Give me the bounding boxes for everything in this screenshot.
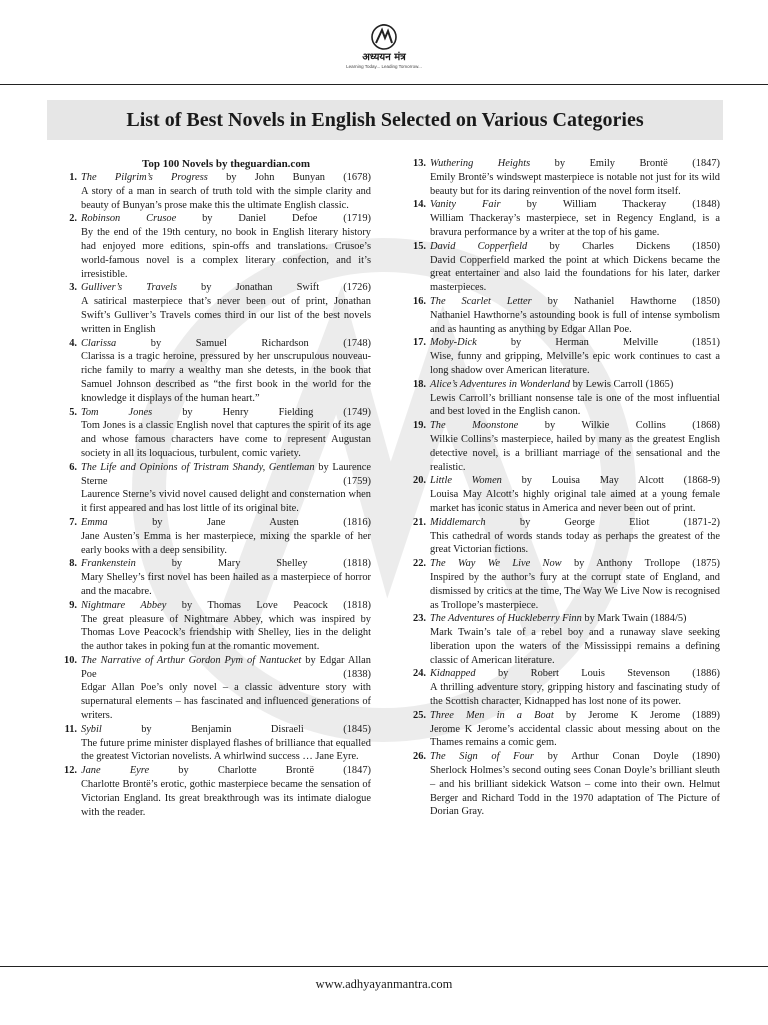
- novel-title: Kidnapped: [430, 668, 476, 680]
- entry-heading: [81, 212, 371, 226]
- novel-description: Mary Shelley’s first novel has been hailed as a masterpiece of horror and the macabre.: [81, 572, 371, 597]
- entry-heading: [430, 750, 720, 764]
- novel-description: A thrilling adventure story, gripping history and fascinating study of the Scottish character, Kidnapped has lost none of its power.: [430, 682, 720, 708]
- website-url: www.adhyayanmantra.com: [315, 977, 453, 991]
- right-column: [406, 157, 720, 819]
- novel-entry: [406, 750, 720, 819]
- novel-title: The Narrative of Arthur Gordon Pym of Nantucket: [81, 654, 302, 666]
- novel-author: by Jerome K Jerome (1889): [565, 709, 720, 721]
- entry-heading: [430, 474, 720, 488]
- novel-author: by George Eliot (1871-2): [519, 516, 720, 528]
- novel-title: Clarissa: [81, 337, 117, 349]
- novel-entry: [57, 723, 371, 764]
- entry-heading: [81, 723, 371, 737]
- entry-number: 25.: [413, 709, 426, 721]
- entry-number: 8.: [69, 558, 77, 570]
- entry-number: 6.: [69, 461, 77, 473]
- novel-author: by Louisa May Alcott (1868-9): [521, 475, 720, 487]
- novel-title: Vanity Fair: [430, 199, 501, 211]
- novel-author: by Nathaniel Hawthorne (1850): [547, 295, 720, 307]
- novel-entry: [57, 557, 371, 598]
- entry-heading: [81, 461, 371, 489]
- novel-author: by Mary Shelley (1818): [171, 558, 371, 570]
- novel-title: Robinson Crusoe: [81, 213, 177, 225]
- novel-author: by Henry Fielding (1749): [182, 406, 371, 418]
- novel-author: by Charles Dickens (1850): [549, 240, 720, 252]
- entry-number: 18.: [413, 378, 426, 390]
- novel-author: by Thomas Love Peacock (1818): [181, 599, 371, 611]
- page-header: [0, 0, 768, 85]
- novel-entry: [406, 709, 720, 750]
- page-title: List of Best Novels in English Selected on Various Categories: [126, 108, 644, 131]
- entry-heading: [430, 198, 720, 212]
- novel-description: Nathaniel Hawthorne’s astounding book is full of intense symbolism and as haunting as anything by Edgar Allan Poe.: [430, 309, 720, 335]
- novel-description: Tom Jones is a classic English novel that captures the spirit of its age and whose famous characters have come to represent Augustan society in all its loquacious, turbulent, comic variety.: [81, 420, 371, 459]
- novel-entry: [406, 667, 720, 708]
- left-column: [57, 157, 371, 819]
- novel-title: Moby-Dick: [430, 337, 477, 349]
- novel-entry: [406, 474, 720, 515]
- novel-description: Sherlock Holmes’s second outing sees Conan Doyle’s brilliant sleuth – and his brilliant sidekick Watson – come into their own. Helmut Berger and Richard Todd in the 1970 adaptation of The Picture of Dorian Gray.: [430, 765, 720, 818]
- novel-title: Wuthering Heights: [430, 158, 531, 169]
- entry-heading: [81, 281, 371, 295]
- novel-author: by Arthur Conan Doyle (1890): [547, 751, 720, 763]
- logo-name: अध्ययन मंत्र: [362, 52, 406, 63]
- entry-number: 20.: [413, 475, 426, 487]
- novel-author: by Samuel Richardson (1748): [150, 337, 371, 349]
- entry-heading: [430, 419, 720, 433]
- novel-description: Louisa May Alcott’s highly original tale aimed at a young female market has iconic status in America and never been out of print.: [430, 489, 720, 514]
- novel-author: by Emily Brontë (1847): [554, 158, 720, 169]
- novel-author: by William Thackeray (1848): [526, 199, 720, 211]
- novel-description: The great pleasure of Nightmare Abbey, which was inspired by Thomas Love Peacock’s friendship with Shelley, lies in the delight the author takes in poking fun at the romantic movement.: [81, 613, 371, 653]
- novel-author: by Charlotte Brontë (1847): [178, 765, 371, 777]
- novel-entry: [406, 157, 720, 198]
- entry-heading: [81, 516, 371, 530]
- novel-title: Little Women: [430, 475, 502, 487]
- entry-heading: [430, 378, 720, 392]
- entry-number: 2.: [69, 213, 77, 225]
- novel-title: The Adventures of Huckleberry Finn: [430, 613, 582, 625]
- novel-title: The Way We Live Now: [430, 558, 562, 570]
- brand-logo: [334, 22, 434, 70]
- novel-description: This cathedral of words stands today as perhaps the greatest of the great Victorian fictions.: [430, 530, 720, 556]
- entry-heading: [430, 612, 720, 626]
- novel-description: Lewis Carroll’s brilliant nonsense tale is one of the most influential and best loved in the English canon.: [430, 392, 720, 418]
- entry-heading: [81, 171, 371, 185]
- novel-entry: [57, 654, 371, 723]
- novel-author: by Jane Austen (1816): [152, 516, 371, 528]
- novel-description: Jane Austen’s Emma is her masterpiece, mixing the sparkle of her early books with a deep sensibility.: [81, 530, 371, 556]
- entry-number: 23.: [413, 613, 426, 625]
- entry-heading: [430, 157, 720, 171]
- entry-number: 26.: [413, 751, 426, 763]
- novel-title: Nightmare Abbey: [81, 599, 167, 611]
- novel-entry: [57, 281, 371, 336]
- novel-description: Jerome K Jerome’s accidental classic about messing about on the Thames remains a comic gem.: [430, 723, 720, 749]
- entry-number: 11.: [64, 723, 77, 735]
- entry-heading: [430, 516, 720, 530]
- novel-title: The Sign of Four: [430, 751, 534, 763]
- novel-entry: [57, 212, 371, 281]
- novel-entry: [57, 599, 371, 654]
- novel-description: A story of a man in search of truth told with the simple clarity and beauty of Bunyan’s prose make this the ultimate English classic.: [81, 185, 371, 211]
- novel-title: Frankenstein: [81, 558, 136, 570]
- novel-entry: [406, 419, 720, 474]
- entry-number: 4.: [69, 337, 77, 349]
- novel-title: David Copperfield: [430, 240, 528, 252]
- novel-description: Wilkie Collins’s masterpiece, hailed by many as the greatest English detective novel, is a brilliant marriage of the sensational and the realistic.: [430, 433, 720, 473]
- novel-title: The Pilgrim’s Progress: [81, 172, 208, 183]
- entry-heading: [81, 557, 371, 571]
- novel-author: by Lewis Carroll (1865): [572, 378, 674, 390]
- novel-description: Edgar Allan Poe’s only novel – a classic adventure story with supernatural elements – has fascinated and influenced generations of writers.: [81, 682, 371, 722]
- novel-title: The Moonstone: [430, 420, 519, 432]
- novel-description: Clarissa is a tragic heroine, pressured by her unscrupulous nouveau-riche family to marry a wealthy man she detests, in the book that Samuel Johnson described as “the first book in the world for the knowledge it displays of the human heart.”: [81, 351, 371, 404]
- entry-number: 15.: [413, 240, 426, 252]
- entry-number: 16.: [413, 295, 426, 307]
- novel-title: Three Men in a Boat: [430, 709, 554, 721]
- novel-author: by Edgar Allan Poe (1838): [81, 654, 371, 680]
- novel-entry: [57, 337, 371, 406]
- entry-heading: [430, 709, 720, 723]
- novel-description: Emily Brontë’s windswept masterpiece is notable not just for its wild beauty but for its daring reinvention of the novel form itself.: [430, 171, 720, 197]
- novel-entry: [406, 557, 720, 612]
- novel-author: by Benjamin Disraeli (1845): [141, 723, 371, 735]
- novel-entry: [57, 516, 371, 557]
- novel-title: Alice’s Adventures in Wonderland: [430, 378, 570, 390]
- novel-description: Charlotte Brontë’s erotic, gothic masterpiece became the sensation of Victorian England. Its great breakthrough was its intimate dialogue with the reader.: [81, 779, 371, 818]
- entry-heading: [81, 406, 371, 420]
- novel-entry: [406, 336, 720, 377]
- entry-number: 3.: [69, 282, 77, 294]
- novel-title: Sybil: [81, 723, 102, 735]
- entry-number: 13.: [413, 158, 426, 169]
- novel-description: Laurence Sterne’s vivid novel caused delight and consternation when it first appeared and has lost little of its original bite.: [81, 489, 371, 515]
- novel-title: Gulliver’s Travels: [81, 282, 177, 294]
- entry-number: 5.: [69, 406, 77, 418]
- novel-author: by Wilkie Collins (1868): [544, 420, 720, 432]
- novel-description: Inspired by the author’s fury at the corrupt state of England, and dismissed by critics at the time, The Way We Live Now is recognised as Trollope’s masterpiece.: [430, 571, 720, 611]
- entry-number: 14.: [413, 199, 426, 211]
- novel-description: William Thackeray’s masterpiece, set in Regency England, is a bravura performance by a writer at the top of his game.: [430, 213, 720, 238]
- entry-number: 21.: [413, 516, 426, 528]
- list-subheading: Top 100 Novels by theguardian.com: [142, 158, 310, 170]
- novel-entry: [406, 240, 720, 295]
- novel-description: The future prime minister displayed flashes of brilliance that equalled the greatest Victorian novelists. A whirlwind success … Jane Eyre.: [81, 737, 371, 763]
- entry-number: 24.: [413, 668, 426, 680]
- entry-number: 12.: [64, 765, 77, 777]
- novel-description: By the end of the 19th century, no book in English literary history had enjoyed more editions, spin-offs and translations. Crusoe’s world-famous novel is a complex literary confection, and it’s irresistible.: [81, 227, 371, 280]
- page-footer: [0, 966, 768, 1025]
- novel-title: Jane Eyre: [81, 765, 150, 777]
- entry-number: 10.: [64, 654, 77, 666]
- entry-heading: [81, 654, 371, 682]
- novel-description: A satirical masterpiece that’s never been out of print, Jonathan Swift’s Gulliver’s Travels comes third in our list of the best novels written in English: [81, 296, 371, 335]
- entry-heading: [81, 599, 371, 613]
- entry-heading: [430, 240, 720, 254]
- entry-number: 7.: [69, 516, 77, 528]
- novel-author: by Mark Twain (1884/5): [584, 613, 687, 625]
- entry-heading: [430, 557, 720, 571]
- logo-tagline: Learning Today... Leading Tomorrow...: [346, 64, 422, 69]
- novel-title: The Scarlet Letter: [430, 295, 532, 307]
- novel-author: by Daniel Defoe (1719): [202, 213, 372, 225]
- novel-author: by Robert Louis Stevenson (1886): [497, 668, 720, 680]
- entry-number: 1.: [69, 172, 77, 183]
- novel-entry: [406, 198, 720, 239]
- novel-description: Wise, funny and gripping, Melville’s epic work continues to cast a long shadow over American literature.: [430, 351, 720, 376]
- novel-entry: [406, 378, 720, 419]
- novel-author: by Anthony Trollope (1875): [573, 558, 721, 570]
- entry-heading: [430, 667, 720, 681]
- entry-number: 9.: [69, 599, 77, 611]
- entry-number: 17.: [413, 337, 426, 349]
- novel-description: David Copperfield marked the point at which Dickens became the great entertainer and also laid the foundations for his later, darker masterpieces.: [430, 254, 720, 294]
- novel-entry: [57, 461, 371, 516]
- novel-entry: [406, 516, 720, 557]
- entry-heading: [81, 337, 371, 351]
- novel-description: Mark Twain’s tale of a rebel boy and a runaway slave seeking liberation upon the waters of the Mississippi remains a defining classic of American literature.: [430, 627, 720, 666]
- novel-entry: [406, 612, 720, 667]
- novel-entry: [57, 171, 371, 212]
- entry-heading: [430, 295, 720, 309]
- novel-entry: [406, 295, 720, 336]
- novel-title: Emma: [81, 516, 108, 528]
- novel-title: The Life and Opinions of Tristram Shandy, Gentleman: [81, 461, 315, 473]
- novel-title: Tom Jones: [81, 406, 153, 418]
- novel-author: by John Bunyan (1678): [226, 172, 371, 183]
- entry-heading: [81, 764, 371, 778]
- novel-author: by Herman Melville (1851): [510, 337, 720, 349]
- entry-number: 19.: [413, 420, 426, 432]
- novel-author: by Laurence Sterne (1759): [81, 461, 371, 487]
- entry-heading: [430, 336, 720, 350]
- novel-author: by Jonathan Swift (1726): [201, 282, 371, 294]
- novel-entry: [57, 764, 371, 819]
- novel-entry: [57, 406, 371, 461]
- novel-title: Middlemarch: [430, 516, 486, 528]
- title-banner: [47, 100, 723, 140]
- entry-number: 22.: [413, 558, 426, 570]
- logo-emblem-icon: [369, 22, 399, 52]
